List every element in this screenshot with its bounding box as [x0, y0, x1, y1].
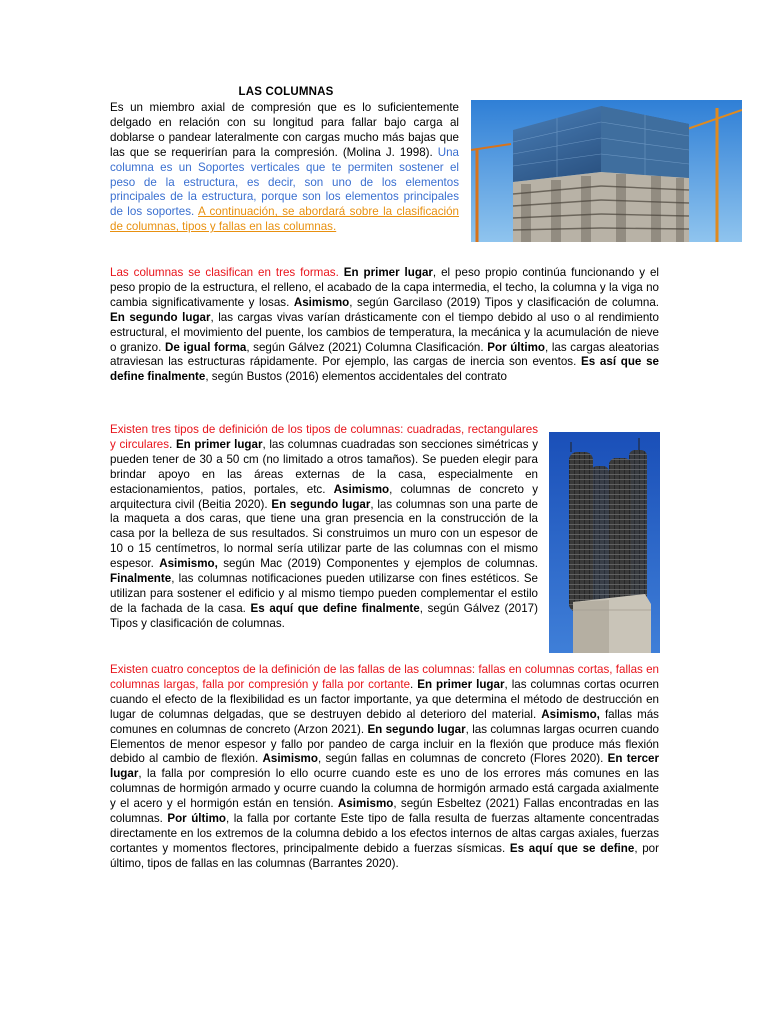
connector-text: Asimismo: [293, 295, 350, 309]
body-text: , las columnas cortas ocurren cuando el efecto de la flexibilidad es un factor importante, ya que determina el método de destrucción en lugar de columnas delgadas, que se destruyen debido al deterioro del material.: [110, 677, 659, 721]
connector-text: Es así que se define finalmente: [110, 355, 659, 384]
body-text: , según fallas en columnas de concreto (Flores 2020).: [317, 752, 608, 766]
body-text: , la falla por compresión lo ello ocurre cuando este es uno de los errores más comunes en las columnas de hormigón armado y ocurre cuando la columna de hormigón armado está cargada axialmente y el acero y el hormigón están en tensión.: [110, 767, 659, 811]
connector-text: En tercer lugar: [110, 752, 659, 781]
connector-text: Finalmente: [110, 572, 172, 586]
body-text: , las columnas cuadradas son secciones simétricas y pueden tener de 30 a 50 cm (no limitado a otros tamaños). Se pueden elegir para brindar apoyo en las áreas externas de la casa, especialmente en estacionamientos, patios, portales, etc.: [110, 437, 538, 496]
connector-text: En primer lugar: [175, 437, 263, 451]
connector-text: En segundo lugar: [367, 722, 466, 736]
body-text: , según Garcilaso (2019) Tipos y clasificación de columna.: [349, 295, 659, 309]
body-text: , las cargas vivas varían drásticamente con el tiempo debido al uso o al rendimiento estructural, el movimiento del puente, los cambios de temperatura, la mecánica y la acumulación de nieve o granizo.: [110, 310, 659, 354]
intro-column-definition: Una columna es un Soportes verticales que te permiten sostener el peso de la estructura, es decir, son uno de los elementos principales de la estructura, porque son los elementos principales de los soportes.: [110, 145, 459, 219]
body-text: según Mac (2019) Componentes y ejemplos de columnas.: [217, 557, 538, 571]
connector-text: En primer lugar: [343, 266, 433, 279]
body-text: fallas más comunes en columnas de concreto (Arzon 2021).: [110, 707, 659, 736]
types-lead: Existen tres tipos de definición de los tipos de columnas: cuadradas, rectangulares y circulares: [110, 423, 538, 451]
failures-lead: Existen cuatro conceptos de la definición de las fallas de las columnas: fallas en columnas cortas, fallas en columnas largas, falla por compresión y falla por cortante: [110, 663, 659, 691]
body-text: .: [169, 437, 176, 451]
connector-text: En segundo lugar: [110, 310, 211, 324]
body-text: , según Gálvez (2017) Tipos y clasificación de columnas.: [110, 601, 538, 630]
connector-text: Asimismo,: [159, 557, 218, 571]
body-text: .: [410, 677, 418, 691]
classification-lead: Las columnas se clasifican en tres formas.: [110, 266, 344, 279]
connector-text: Asimismo: [333, 482, 390, 496]
intro-outline-link[interactable]: A continuación, se abordará sobre la clasificación de columnas, tipos y fallas en las columnas.: [110, 205, 459, 234]
body-text: , la falla por cortante Este tipo de falla resulta de fuerzas altamente concentradas directamente en los extremos de la columna debido a los efectos internos de altas cargas axiales, fuerzas cortantes y momentos flectores, principalmente debido a fuerzas sísmicas.: [110, 812, 660, 855]
body-text: , columnas de concreto y arquitectura civil (Beitia 2020).: [110, 482, 538, 511]
body-text: , según Bustos (2016) elementos accidentales del contrato: [205, 370, 507, 384]
body-text: , las columnas notificaciones pueden utilizarse con fines estéticos. Se utilizan para sostener el edificio y al mismo tiempo pueden complementar el estilo de la fachada de la casa.: [110, 572, 538, 615]
connector-text: De igual forma: [164, 340, 247, 354]
intro-definition: Es un miembro axial de compresión que es lo suficientemente delgado en relación con su longitud para fallar bajo carga al doblarse o pandear lateralmente con cargas mucho más bajas que las que se requerirían para la compresión. (Molina J. 1998).: [110, 101, 459, 159]
rebar-columns-photo: [549, 432, 660, 653]
types-paragraph: [110, 423, 538, 632]
connector-text: En primer lugar: [417, 677, 505, 691]
intro-paragraph: [110, 101, 459, 235]
connector-text: Es aquí que se define: [509, 841, 635, 855]
connector-text: Asimismo: [337, 797, 394, 811]
connector-text: Asimismo: [262, 752, 318, 766]
body-text: , el peso propio continúa funcionando y el peso propio de la estructura, el relleno, el acabado de la capa intermedia, el techo, la columna y la viga no cambia significativamente y losas.: [110, 266, 659, 309]
building-under-construction-photo: [471, 100, 742, 242]
body-text: , según Esbeltez (2021) Fallas encontradas en las columnas.: [110, 797, 659, 826]
connector-text: Por último: [167, 812, 226, 826]
body-text: , las columnas largas ocurren cuando Elementos de menor espesor y fallo por pandeo de carga incluir en la flexión que produce más flexión debido al cambio de flexión.: [110, 722, 659, 766]
connector-text: Es aquí que define finalmente: [250, 601, 420, 615]
document-title: LAS COLUMNAS: [238, 86, 334, 98]
body-text: , por último, tipos de fallas en las columnas (Barrantes 2020).: [110, 841, 659, 870]
connector-text: Asimismo,: [541, 707, 600, 721]
classification-paragraph: [110, 266, 659, 385]
body-text: , según Gálvez (2021) Columna Clasificación.: [246, 340, 488, 354]
connector-text: Por último: [487, 340, 545, 354]
body-text: , las cargas aleatorias atraviesan las estructuras rápidamente. Por ejemplo, las cargas de inercia son eventos.: [110, 340, 660, 369]
body-text: , las columnas son una parte de la maqueta a dos caras, que tiene una gran presencia en la construcción de la casa por la belleza de sus resultados. Si construimos un muro con un espesor de 10 o 15 centímetros, lo normal sería utilizar parte de las columnas con el mismo espesor.: [110, 497, 538, 571]
connector-text: En segundo lugar: [271, 497, 371, 511]
failures-paragraph: [110, 663, 659, 872]
